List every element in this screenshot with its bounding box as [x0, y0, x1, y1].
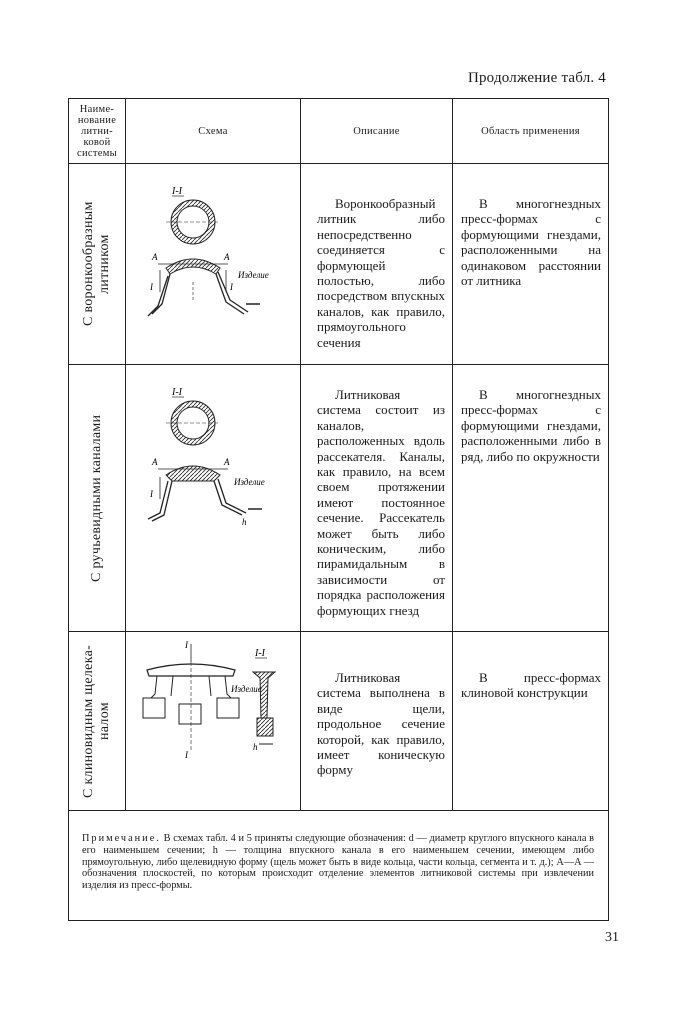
page-number: 31	[605, 930, 619, 945]
h-label: h	[242, 517, 247, 527]
row-name: С клиновидным щелека- налом	[81, 644, 112, 798]
product-label: Изделие	[231, 684, 262, 694]
scheme-cell	[126, 365, 301, 632]
header-scheme: Схема	[126, 99, 301, 164]
a-left-label: A	[152, 252, 158, 262]
gating-systems-table	[68, 98, 609, 921]
row-name-cell	[69, 365, 126, 632]
i-top-label: I	[185, 640, 188, 650]
table-header-row	[69, 99, 609, 164]
funnel-sprue-diagram	[138, 164, 288, 334]
i-left-label: I	[150, 489, 153, 499]
section-label: I-I	[172, 387, 182, 398]
i-bottom-label: I	[185, 750, 188, 760]
row-name-cell	[69, 164, 126, 365]
product-label: Изделие	[234, 477, 265, 487]
header-description: Описание	[301, 99, 453, 164]
wedge-section	[253, 672, 275, 718]
table-row	[69, 365, 609, 632]
note-lead: Примечание.	[82, 833, 161, 844]
scheme-cell	[126, 164, 301, 365]
row-description: Воронкообразный литник либо непосредственно соединяется с формующей полостью, либо посредством впускных каналов, как правило, прямоугольного сечения	[317, 196, 445, 350]
header-name: Наиме- нование литни- ковой системы	[69, 99, 126, 164]
note-text: В схемах табл. 4 и 5 приняты следующие обозначения: d — диаметр круглого впускного канала в его наименьшем сечении; h — толщина впускного канала в его наименьшем сечении, имеющем либо прямоугольную, либо щелевидную форму (щель может быть в виде кольца, части кольца, сегмента и т. д.); A—A — обозначения плоскостей, по которым происходит отделение элементов литниковой системы при извлечении изделия из пресс-формы.	[82, 833, 594, 892]
row-name-cell	[69, 632, 126, 811]
i-left-label: I	[150, 282, 153, 292]
section-label: I-I	[172, 186, 182, 197]
spreader-body	[166, 466, 220, 481]
product-label: Изделие	[238, 270, 269, 280]
description-cell	[301, 365, 453, 632]
description-cell	[301, 632, 453, 811]
table-row	[69, 632, 609, 811]
row-name: С воронкообразным литником	[81, 201, 112, 327]
row-area: В многогнездных пресс-формах с формующими гнездами, расположенными либо в ряд, либо по окружности	[461, 387, 601, 464]
h-label: h	[253, 742, 258, 752]
area-cell	[453, 365, 609, 632]
table-caption: Продолжение табл. 4	[467, 70, 606, 86]
a-right-label: A	[224, 457, 230, 467]
row-area: В пресс-формах клиновой конструкции	[461, 670, 601, 701]
header-area: Область применения	[453, 99, 609, 164]
table-note	[82, 833, 594, 892]
table-row	[69, 164, 609, 365]
scheme-cell	[126, 632, 301, 811]
wedge-slot-diagram	[133, 632, 293, 762]
row-description: Литниковая система выполнена в виде щели, продольное сечение которой, как правило, имеет коническую форму	[317, 670, 445, 778]
description-cell	[301, 164, 453, 365]
a-right-label: A	[224, 252, 230, 262]
runner-channels-diagram	[138, 365, 288, 545]
funnel-body	[166, 259, 220, 274]
row-description: Литниковая система состоит из каналов, расположенных вдоль рассекателя. Каналы, как правило, на всем своем протяжении имеют постоянное сечение. Рассекатель может быть либо коническим, либо пирамидальным в зависимости от порядка расположения формующих гнезд	[317, 387, 445, 618]
a-left-label: A	[152, 457, 158, 467]
area-cell	[453, 164, 609, 365]
row-name: С ручьевидными каналами	[89, 414, 104, 582]
section-label: I-I	[255, 648, 265, 659]
row-area: В многогнездных пресс-формах с формующими гнездами, расположенными на одинаковом расстоянии от литника	[461, 196, 601, 289]
i-right-label: I	[230, 282, 233, 292]
area-cell	[453, 632, 609, 811]
